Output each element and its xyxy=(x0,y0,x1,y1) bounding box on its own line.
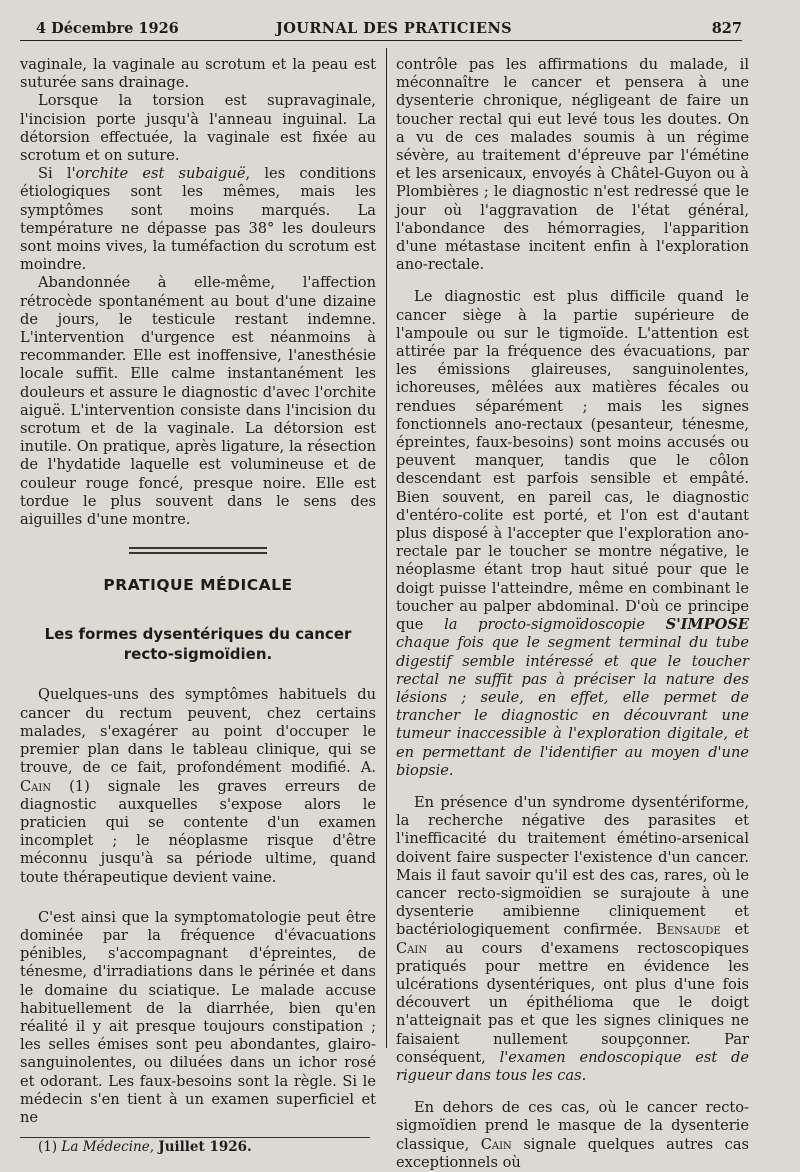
left-paragraph-2: Lorsque la torsion est supravaginale, l'incision porte jusqu'à l'anneau inguinal. La détorsion effectuée, la vaginale est fixée au scrotum et on suture. xyxy=(20,92,376,165)
right-paragraph-1: contrôle pas les affirmations du malade, il méconnaître le cancer et pensera à une dysenterie chronique, négligeant de faire un toucher rectal qui eut levé tous les doutes. On a vu de ces malades soumis à un régime sévère, au traitement d'épreuve par l'émétine et les arsenicaux, envoyés à Châtel-Guyon ou à Plombières ; le diagnostic n'est redressé que le jour où l'aggravation de l'état général, l'abondance des hémorragies, l'apparition d'une métastase incitent enfin à l'exploration ano-rectale. xyxy=(396,56,749,274)
footnote xyxy=(20,1138,376,1156)
page-number: 827 xyxy=(711,20,742,37)
header-date: 4 Décembre 1926 xyxy=(36,20,179,37)
left-paragraph-6: C'est ainsi que la symptomatologie peut être dominée par la fréquence d'évacuations pénibles, s'accompagnant d'épreintes, de ténesme, d'irradiations dans le périnée et dans le domaine du sciatique. Le malade accuse habituellement de la diarrhée, bien qu'en réalité il y ait presque toujours constipation ; les selles émises sont peu abondantes, glairo-sanguinolentes, ou diluées dans un ichor rosé et odorant. Les faux-besoins sont la règle. Si le médecin s'en tient à un examen superficiel et ne xyxy=(20,908,376,1126)
p3-rest: , les conditions étiologiques sont les mêmes, mais les symptômes sont moins marqués. La température ne dépasse pas 38° les douleurs sont moins vives, la tuméfaction du scrotum est moindre. xyxy=(20,165,376,274)
left-paragraph-5 xyxy=(20,686,376,886)
p2-italic-1: la procto-sigmoïdoscopie xyxy=(444,616,645,634)
author-cain: Cain xyxy=(396,939,428,957)
p3-italic: orchite est subaiguë xyxy=(75,165,246,183)
p3-lead: En présence d'un syndrome dysentériforme, la recherche négative des parasites et l'inefficacité du traitement émétino-arsenical doivent faire suspecter l'existence d'un cancer. Mais il faut savoir qu'il est des cas, rares, où le cancer recto-sigmoïdien se surajoute à une dysenterie amibienne cliniquement et bactériologiquement confirmée. xyxy=(396,793,749,939)
article-title-line-1: Les formes dysentériques du cancer xyxy=(44,625,352,644)
right-paragraph-2 xyxy=(396,288,749,779)
section-divider xyxy=(129,547,267,554)
column-divider xyxy=(386,48,387,1048)
left-paragraph-1: vaginale, la vaginale au scrotum et la peau est suturée sans drainage. xyxy=(20,56,376,92)
journal-title: JOURNAL DES PRATICIENS xyxy=(276,20,512,37)
section-title: PRATIQUE MÉDICALE xyxy=(103,576,293,595)
footnote-number: (1) xyxy=(38,1139,58,1156)
author-cain: Cain xyxy=(480,1135,512,1153)
p2-lead: Le diagnostic est plus difficile quand le cancer siège à la partie supérieure de l'ampoule ou sur le tigmoïde. L'attention est attirée par la fréquence des évacuations, par les émissions glaireuses, sanguinolentes, ichoreuses, mêlées aux matières fécales ou rendues séparément ; mais les signes fonctionnels ano-rectaux (pesanteur, ténesme, épreintes, faux-besoins) sont moins accusés ou peuvent manquer, tandis que le côlon descendant est parfois sensible et empâté. Bien souvent, en pareil cas, le diagnostic d'entéro-colite est porté, et l'on est d'autant plus disposé à l'accepter que l'exploration ano-rectale par le toucher se montre négative, le néoplasme étant trop haut situé pour que le doigt puisse l'atteindre, même en combinant le toucher au palper abdominal. D'où ce principe que xyxy=(396,288,749,634)
footnote-date: Juillet 1926. xyxy=(158,1139,252,1156)
p3-and: et xyxy=(734,921,749,939)
p3-lead: Si l' xyxy=(38,165,76,183)
p3-rest: au cours d'examens rectoscopiques pratiqués pour mettre en évidence les ulcérations dysentériques, ont plus d'une fois découvert un épithélioma que le doigt n'atteignait pas et que les signes cliniques ne faisaient nullement soupçonner. Par conséquent, xyxy=(396,939,749,1066)
footnote-source: La Médecine, xyxy=(61,1139,155,1156)
p2-emphasis: S'IMPOSE xyxy=(665,616,749,634)
p5-rest: (1) signale les graves erreurs de diagnostic auxquelles s'expose alors le praticien qui se contente d'un examen incomplet ; le néoplasme risque d'être méconnu jusqu'à sa période ultime, quand toute thérapeutique devient vaine. xyxy=(20,777,376,886)
p4-rest: signale quelques autres cas exceptionnels où xyxy=(396,1135,750,1171)
page-header xyxy=(36,20,742,42)
header-rule xyxy=(20,40,742,41)
p5-lead: Quelques-uns des symptômes habituels du cancer du rectum peuvent, chez certains malades, s'exagérer au point d'occuper le premier plan dans le tableau clinique, qui se trouve, de ce fait, profondément modifié. A. xyxy=(20,686,376,777)
left-paragraph-3 xyxy=(20,165,376,274)
right-paragraph-4 xyxy=(396,1099,749,1172)
p4-lead: En dehors de ces cas, où le cancer recto-sigmoïdien prend le masque de la dysenterie classique, xyxy=(396,1099,749,1153)
article-title-line-2: recto-sigmoïdien. xyxy=(123,645,273,664)
author-bensaude: Bensaude xyxy=(656,921,721,939)
p2-italic-2: chaque fois que le segment terminal du tube digestif semble intéressé et que le toucher rectal ne suffit pas à préciser la nature des lésions ; seule, en effet, elle permet de trancher le diagnostic en découvrant une tumeur inaccessible à l'exploration digitale, et en permettant de l'identifier au moyen d'une biopsie. xyxy=(396,634,749,779)
author-cain: Cain xyxy=(20,777,52,795)
right-column xyxy=(396,56,749,1172)
article-title xyxy=(20,624,376,664)
left-column xyxy=(20,56,376,1156)
p3-italic: l'examen endoscopique est de rigueur dans tous les cas. xyxy=(396,1048,750,1084)
left-paragraph-4: Abandonnée à elle-même, l'affection rétrocède spontanément au bout d'une dizaine de jours, le testicule restant indemne. L'intervention d'urgence est néanmoins à recommander. Elle est inoffensive, l'anesthésie locale suffit. Elle calme instantanément les douleurs et assure le diagnostic d'avec l'orchite aiguë. L'intervention consiste dans l'incision du scrotum et de la vaginale. La détorsion est inutile. On pratique, après ligature, la résection de l'hydatide laquelle est volumineuse et de couleur rouge foncé, presque noire. Elle est tordue le plus souvent dans le sens des aiguilles d'une montre. xyxy=(20,274,376,529)
right-paragraph-3 xyxy=(396,794,749,1085)
